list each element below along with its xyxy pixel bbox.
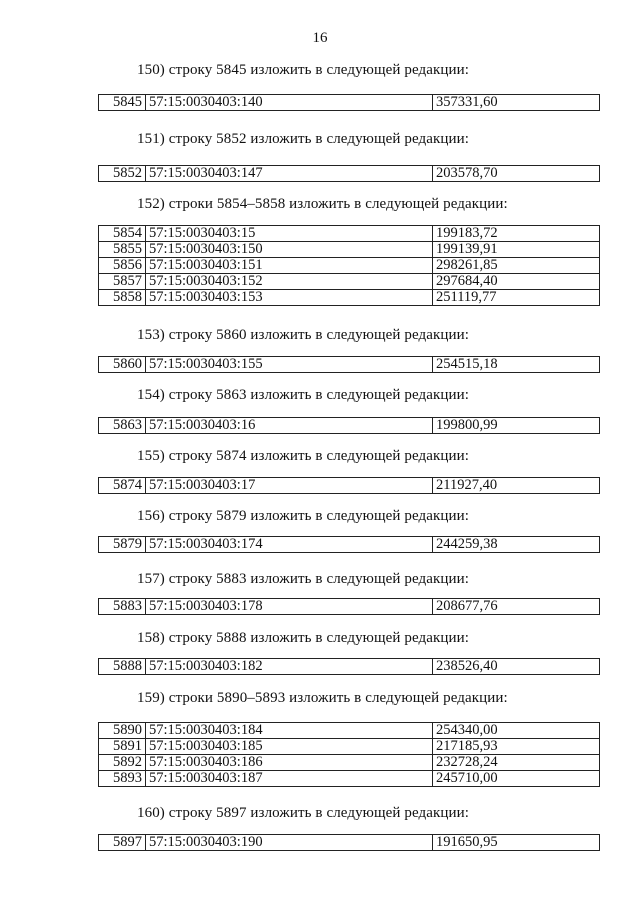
value-cell: 357331,60 [433,95,600,111]
table-row [99,771,600,787]
entry-table [98,722,600,787]
row-number-cell: 5890 [99,723,146,739]
row-number-cell: 5854 [99,226,146,242]
section-heading: 155) строку 5874 изложить в следующей редакции: [137,448,470,464]
table-row [99,755,600,771]
table-row [99,258,600,274]
table-row [99,537,600,553]
cadastral-number-cell: 57:15:0030403:16 [146,418,433,434]
row-number-cell: 5858 [99,290,146,306]
entry-table [98,165,600,182]
table-row [99,357,600,373]
cadastral-number-cell: 57:15:0030403:150 [146,242,433,258]
section-heading: 152) строки 5854–5858 изложить в следующей редакции: [137,196,508,212]
cadastral-number-cell: 57:15:0030403:147 [146,166,433,182]
section-heading: 159) строки 5890–5893 изложить в следующей редакции: [137,690,508,706]
value-cell: 199139,91 [433,242,600,258]
value-cell: 232728,24 [433,755,600,771]
value-cell: 244259,38 [433,537,600,553]
value-cell: 199183,72 [433,226,600,242]
table-row [99,599,600,615]
section-heading: 151) строку 5852 изложить в следующей редакции: [137,131,470,147]
row-number-cell: 5893 [99,771,146,787]
cadastral-number-cell: 57:15:0030403:140 [146,95,433,111]
cadastral-number-cell: 57:15:0030403:152 [146,274,433,290]
row-number-cell: 5845 [99,95,146,111]
row-number-cell: 5860 [99,357,146,373]
cadastral-number-cell: 57:15:0030403:185 [146,739,433,755]
table-row [99,95,600,111]
entry-table [98,598,600,615]
row-number-cell: 5857 [99,274,146,290]
row-number-cell: 5891 [99,739,146,755]
table-row [99,835,600,851]
entry-table [98,94,600,111]
cadastral-number-cell: 57:15:0030403:182 [146,659,433,675]
entry-table [98,356,600,373]
entry-table [98,225,600,306]
cadastral-number-cell: 57:15:0030403:15 [146,226,433,242]
value-cell: 251119,77 [433,290,600,306]
cadastral-number-cell: 57:15:0030403:174 [146,537,433,553]
section-heading: 153) строку 5860 изложить в следующей редакции: [137,327,470,343]
table-row [99,478,600,494]
entry-table [98,536,600,553]
value-cell: 297684,40 [433,274,600,290]
cadastral-number-cell: 57:15:0030403:151 [146,258,433,274]
cadastral-number-cell: 57:15:0030403:17 [146,478,433,494]
cadastral-number-cell: 57:15:0030403:187 [146,771,433,787]
value-cell: 199800,99 [433,418,600,434]
value-cell: 208677,76 [433,599,600,615]
table-row [99,166,600,182]
section-heading: 150) строку 5845 изложить в следующей редакции: [137,62,470,78]
value-cell: 238526,40 [433,659,600,675]
cadastral-number-cell: 57:15:0030403:178 [146,599,433,615]
entry-table [98,834,600,851]
row-number-cell: 5852 [99,166,146,182]
row-number-cell: 5892 [99,755,146,771]
section-heading: 160) строку 5897 изложить в следующей редакции: [137,805,470,821]
section-heading: 158) строку 5888 изложить в следующей редакции: [137,630,470,646]
row-number-cell: 5855 [99,242,146,258]
value-cell: 203578,70 [433,166,600,182]
value-cell: 298261,85 [433,258,600,274]
value-cell: 254340,00 [433,723,600,739]
value-cell: 217185,93 [433,739,600,755]
entry-table [98,417,600,434]
section-heading: 156) строку 5879 изложить в следующей редакции: [137,508,470,524]
table-row [99,659,600,675]
table-row [99,418,600,434]
value-cell: 254515,18 [433,357,600,373]
cadastral-number-cell: 57:15:0030403:184 [146,723,433,739]
table-row [99,274,600,290]
cadastral-number-cell: 57:15:0030403:190 [146,835,433,851]
value-cell: 191650,95 [433,835,600,851]
table-row [99,739,600,755]
row-number-cell: 5863 [99,418,146,434]
value-cell: 245710,00 [433,771,600,787]
page-number: 16 [312,30,328,46]
value-cell: 211927,40 [433,478,600,494]
cadastral-number-cell: 57:15:0030403:186 [146,755,433,771]
row-number-cell: 5856 [99,258,146,274]
cadastral-number-cell: 57:15:0030403:153 [146,290,433,306]
table-row [99,290,600,306]
entry-table [98,658,600,675]
table-row [99,242,600,258]
section-heading: 157) строку 5883 изложить в следующей редакции: [137,571,470,587]
row-number-cell: 5883 [99,599,146,615]
section-heading: 154) строку 5863 изложить в следующей редакции: [137,387,470,403]
cadastral-number-cell: 57:15:0030403:155 [146,357,433,373]
table-row [99,723,600,739]
entry-table [98,477,600,494]
table-row [99,226,600,242]
row-number-cell: 5874 [99,478,146,494]
row-number-cell: 5879 [99,537,146,553]
row-number-cell: 5897 [99,835,146,851]
row-number-cell: 5888 [99,659,146,675]
